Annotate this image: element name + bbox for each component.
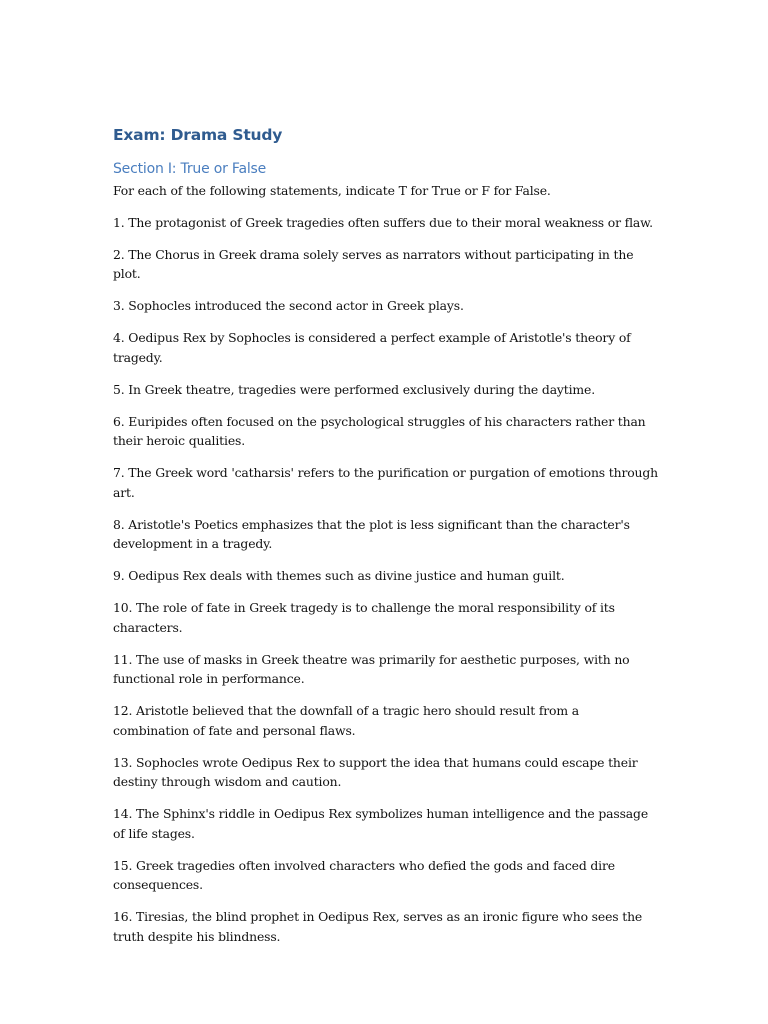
section-title: Section I: True or False (113, 161, 267, 177)
exam-title: Exam: Drama Study (113, 126, 283, 144)
question-item: 5. In Greek theatre, tragedies were performed exclusively during the daytime. (113, 381, 595, 397)
question-item: 3. Sophocles introduced the second actor in Greek plays. (113, 298, 464, 313)
question-item: 6. Euripides often focused on the psychological struggles of his characters rather than their heroic qualities. (113, 413, 646, 448)
document-page (113, 124, 658, 959)
question-item: 14. The Sphinx's riddle in Oedipus Rex symbolizes human intelligence and the passage of life stages. (113, 806, 648, 841)
question-item: 4. Oedipus Rex by Sophocles is considered a perfect example of Aristotle's theory of tragedy. (113, 330, 631, 365)
question-item: 9. Oedipus Rex deals with themes such as divine justice and human guilt. (113, 568, 565, 583)
question-item: 8. Aristotle's Poetics emphasizes that the plot is less significant than the character's development in a tragedy. (113, 516, 630, 551)
question-item: 7. The Greek word 'catharsis' refers to the purification or purgation of emotions through art. (113, 465, 658, 500)
question-item: 11. The use of masks in Greek theatre was primarily for aesthetic purposes, with no functional role in performance. (113, 651, 630, 686)
question-item: 16. Tiresias, the blind prophet in Oedipus Rex, serves as an ironic figure who sees the truth despite his blindness. (113, 909, 643, 944)
question-item: 10. The role of fate in Greek tragedy is to challenge the moral responsibility of its characters. (113, 600, 615, 635)
question-item: 13. Sophocles wrote Oedipus Rex to support the idea that humans could escape their destiny through wisdom and caution. (113, 754, 638, 789)
question-item: 1. The protagonist of Greek tragedies often suffers due to their moral weakness or flaw. (113, 214, 653, 230)
question-list (113, 213, 658, 947)
question-item: 15. Greek tragedies often involved characters who defied the gods and faced dire consequences. (113, 857, 615, 892)
section-instructions: For each of the following statements, indicate T for True or F for False. (113, 183, 551, 198)
question-item: 12. Aristotle believed that the downfall of a tragic hero should result from a combination of fate and personal flaws. (113, 703, 579, 738)
question-item: 2. The Chorus in Greek drama solely serves as narrators without participating in the plot. (113, 246, 634, 281)
